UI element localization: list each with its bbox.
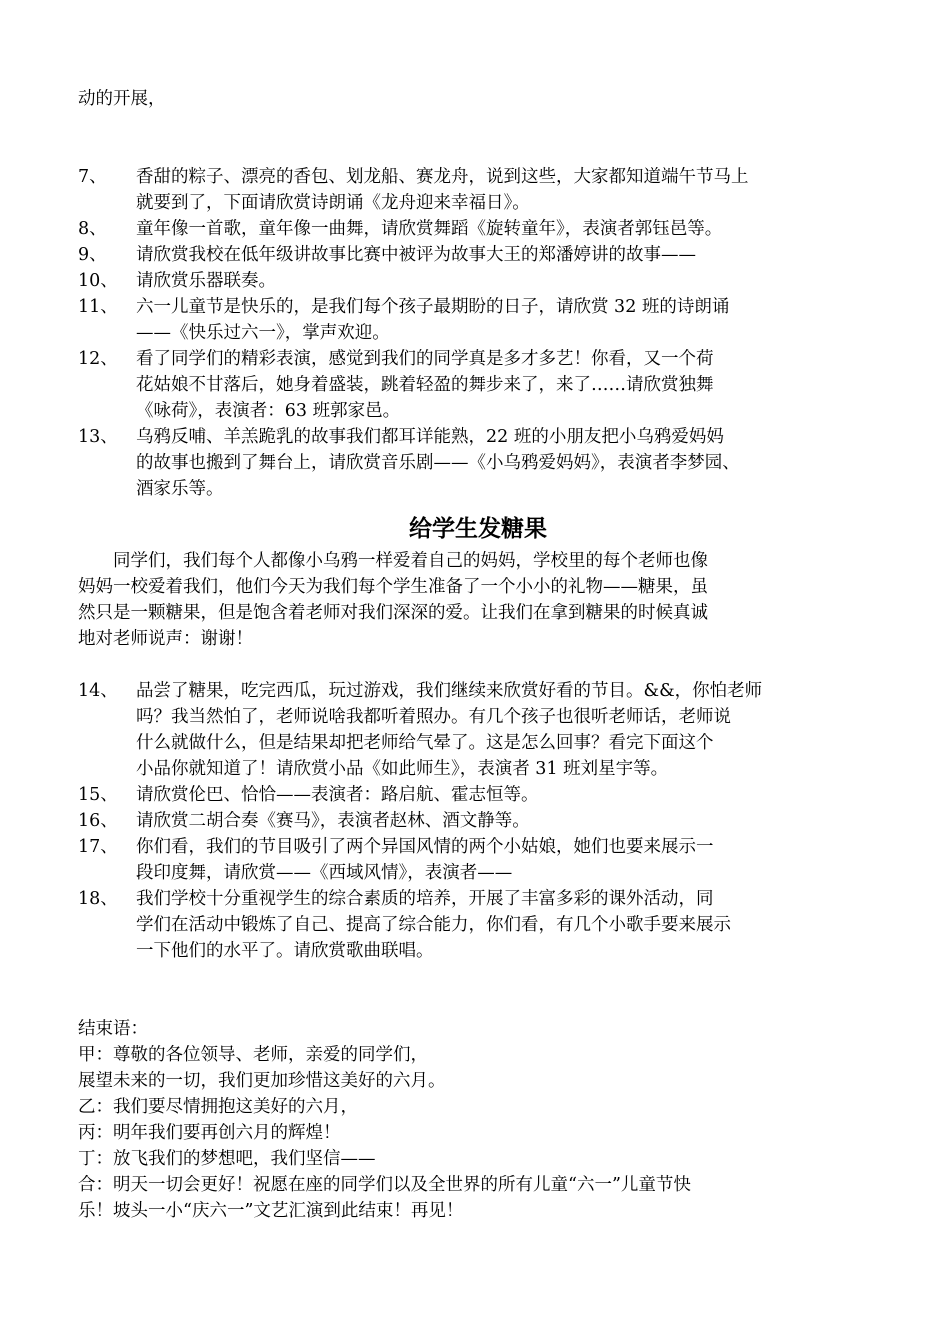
item-text [136, 782, 874, 808]
section-title: 给学生发糖果 [409, 516, 547, 542]
item-text [136, 346, 874, 424]
item-line: 乌鸦反哺、羊羔跪乳的故事我们都耳详能熟，22 班的小朋友把小乌鸦爱妈妈 [136, 427, 724, 447]
item-text [136, 886, 874, 964]
spacer [78, 964, 878, 1016]
document-page [78, 86, 878, 1224]
program-item-8 [78, 216, 878, 242]
item-line: 学们在活动中锻炼了自己、提高了综合能力，你们看，有几个小歌手要来展示 [136, 915, 731, 935]
item-line: 一下他们的水平了。请欣赏歌曲联唱。 [136, 941, 434, 961]
program-list-b [78, 678, 878, 964]
item-number: 8、 [78, 219, 107, 239]
program-item-17 [78, 834, 878, 886]
closing-line: 乐！坡头一小“庆六一”文艺汇演到此结束！再见！ [78, 1201, 464, 1221]
item-line: 香甜的粽子、漂亮的香包、划龙船、赛龙舟，说到这些，大家都知道端午节马上 [136, 167, 749, 187]
intro-line: 动的开展， [78, 89, 166, 109]
item-text [136, 294, 874, 346]
closing-line: 乙：我们要尽情拥抱这美好的六月， [78, 1097, 358, 1117]
program-item-11 [78, 294, 878, 346]
item-number: 14、 [78, 681, 118, 701]
program-item-12 [78, 346, 878, 424]
item-number: 17、 [78, 837, 118, 857]
item-line: 品尝了糖果，吃完西瓜，玩过游戏，我们继续来欣赏好看的节目。&&，你怕老师 [136, 681, 763, 701]
closing-heading: 结束语： [78, 1019, 148, 1039]
candy-paragraph [78, 548, 878, 652]
item-number: 18、 [78, 889, 118, 909]
program-item-15 [78, 782, 878, 808]
program-item-16 [78, 808, 878, 834]
closing-line: 展望未来的一切，我们更加珍惜这美好的六月。 [78, 1071, 446, 1091]
item-line: 请欣赏伦巴、恰恰——表演者：路启航、霍志恒等。 [136, 785, 539, 805]
closing-line: 甲：尊敬的各位领导、老师，亲爱的同学们， [78, 1045, 428, 1065]
item-line: 的故事也搬到了舞台上，请欣赏音乐剧——《小乌鸦爱妈妈》，表演者李梦园、 [136, 453, 740, 473]
item-line: 六一儿童节是快乐的，是我们每个孩子最期盼的日子，请欣赏 32 班的诗朗诵 [136, 297, 730, 317]
item-text [136, 242, 874, 268]
item-text [136, 216, 874, 242]
program-item-9 [78, 242, 878, 268]
item-line: 什么就做什么，但是结果却把老师给气晕了。这是怎么回事？看完下面这个 [136, 733, 714, 753]
item-line: 请欣赏我校在低年级讲故事比赛中被评为故事大王的郑潘婷讲的故事—— [136, 245, 696, 265]
item-line: 酒家乐等。 [136, 479, 224, 499]
item-number: 13、 [78, 427, 118, 447]
spacer [78, 652, 878, 678]
item-number: 16、 [78, 811, 118, 831]
item-line: ——《快乐过六一》，掌声欢迎。 [136, 323, 390, 343]
closing-line: 丁：放飞我们的梦想吧，我们坚信—— [78, 1149, 376, 1169]
closing-line: 合：明天一切会更好！祝愿在座的同学们以及全世界的所有儿童“六一”儿童节快 [78, 1175, 691, 1195]
item-number: 12、 [78, 349, 118, 369]
item-line: 《咏荷》，表演者：63 班郭家邑。 [136, 401, 401, 421]
item-line: 花姑娘不甘落后，她身着盛装，跳着轻盈的舞步来了，来了……请欣赏独舞 [136, 375, 714, 395]
item-line: 吗？我当然怕了，老师说啥我都听着照办。有几个孩子也很听老师话，老师说 [136, 707, 731, 727]
closing-line: 丙：明年我们要再创六月的辉煌！ [78, 1123, 341, 1143]
program-list-a [78, 164, 878, 502]
item-text [136, 164, 874, 216]
item-line: 看了同学们的精彩表演，感觉到我们的同学真是多才多艺！你看，又一个荷 [136, 349, 714, 369]
spacer [78, 112, 878, 164]
paragraph-line: 同学们，我们每个人都像小乌鸦一样爱着自己的妈妈，学校里的每个老师也像 [78, 551, 708, 571]
item-number: 10、 [78, 271, 118, 291]
item-number: 9、 [78, 245, 107, 265]
item-line: 请欣赏乐器联奏。 [136, 271, 276, 291]
paragraph-line: 然只是一颗糖果，但是饱含着老师对我们深深的爱。让我们在拿到糖果的时候真诚 [78, 603, 708, 623]
paragraph-line: 妈妈一校爱着我们，他们今天为我们每个学生准备了一个小小的礼物——糖果，虽 [78, 577, 708, 597]
item-number: 7、 [78, 167, 107, 187]
paragraph-line: 地对老师说声：谢谢！ [78, 629, 253, 649]
item-line: 就要到了，下面请欣赏诗朗诵《龙舟迎来幸福日》。 [136, 193, 530, 213]
item-number: 11、 [78, 297, 118, 317]
item-line: 我们学校十分重视学生的综合素质的培养，开展了丰富多彩的课外活动，同 [136, 889, 714, 909]
program-item-7 [78, 164, 878, 216]
item-line: 你们看，我们的节目吸引了两个异国风情的两个小姑娘，她们也要来展示一 [136, 837, 714, 857]
closing-remarks [78, 1016, 878, 1224]
item-text [136, 808, 874, 834]
item-text [136, 268, 874, 294]
item-text [136, 834, 874, 886]
item-number: 15、 [78, 785, 118, 805]
item-text [136, 678, 874, 782]
item-line: 童年像一首歌，童年像一曲舞，请欣赏舞蹈《旋转童年》，表演者郭钰邑等。 [136, 219, 723, 239]
item-line: 小品你就知道了！请欣赏小品《如此师生》，表演者 31 班刘星宇等。 [136, 759, 669, 779]
item-line: 段印度舞，请欣赏——《西域风情》，表演者—— [136, 863, 513, 883]
program-item-14 [78, 678, 878, 782]
program-item-18 [78, 886, 878, 964]
program-item-13 [78, 424, 878, 502]
program-item-10 [78, 268, 878, 294]
item-line: 请欣赏二胡合奏《赛马》，表演者赵林、酒文静等。 [136, 811, 530, 831]
item-text [136, 424, 874, 502]
